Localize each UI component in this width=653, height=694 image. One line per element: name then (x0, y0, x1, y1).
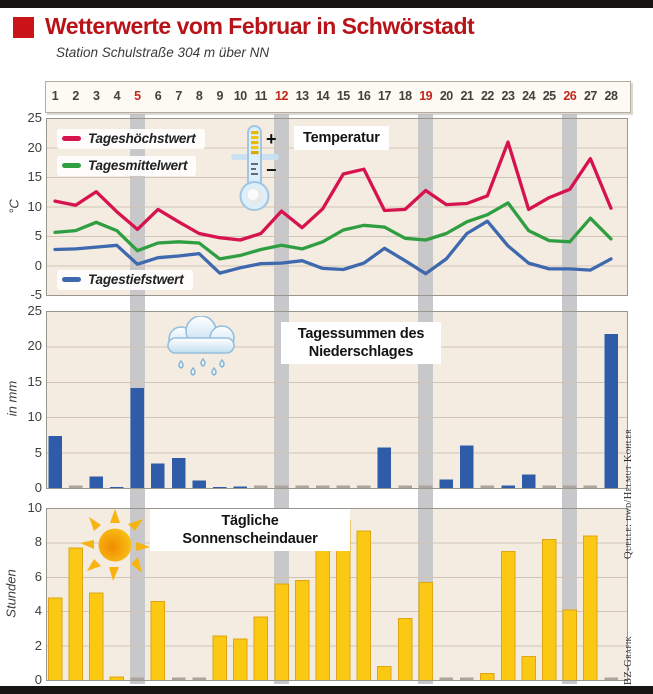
sun-icon (80, 509, 150, 581)
zero-dash-day-20 (440, 678, 454, 680)
zero-dash-day-26 (563, 486, 577, 488)
day-number: 12 (275, 89, 288, 103)
bar-day-16 (357, 531, 371, 681)
legend-swatch-max (62, 136, 81, 141)
y-tick-label: 25 (27, 110, 42, 125)
precipitation-title (281, 322, 441, 364)
day-number: 25 (542, 89, 556, 103)
day-number: 4 (113, 89, 121, 103)
bar-day-6 (151, 464, 165, 489)
day-number: 28 (604, 89, 618, 103)
day-number: 20 (439, 89, 453, 103)
bottom-border-bar (0, 686, 653, 694)
bar-day-23 (501, 552, 515, 681)
bar-day-7 (172, 458, 186, 488)
temperature-title: Temperatur (294, 126, 389, 150)
day-number: 17 (378, 89, 391, 103)
zero-dash-day-16 (357, 486, 371, 488)
day-number: 22 (480, 89, 494, 103)
bar-day-26 (563, 610, 577, 681)
thermometer-icon (229, 123, 285, 218)
zero-dash-day-18 (398, 486, 412, 488)
y-tick-label: 10 (27, 500, 42, 515)
bar-day-3 (89, 477, 103, 489)
bar-day-25 (543, 540, 557, 681)
day-number: 27 (583, 89, 597, 103)
y-tick-label: 8 (34, 534, 42, 550)
zero-dash-day-2 (69, 486, 83, 488)
zero-dash-day-22 (481, 486, 495, 488)
bar-day-13 (295, 581, 309, 681)
y-tick-label: 4 (34, 603, 42, 619)
zero-dash-day-14 (316, 486, 330, 488)
bar-day-17 (378, 667, 392, 681)
bar-day-1 (48, 436, 62, 488)
day-number: 13 (295, 89, 309, 103)
zero-dash-day-8 (192, 678, 206, 680)
temperature-axis-unit: °C (6, 199, 22, 214)
day-number: 18 (398, 89, 412, 103)
day-number: 26 (563, 89, 577, 103)
zero-dash-day-13 (295, 486, 309, 488)
legend-item-min (57, 270, 193, 290)
sunshine-title-line1: Tägliche (221, 513, 279, 529)
day-number: 21 (460, 89, 474, 103)
bar-day-1 (48, 598, 62, 681)
zero-dash-day-27 (584, 486, 598, 488)
y-tick-label: 0 (34, 257, 42, 273)
sunshine-title (150, 509, 350, 551)
day-number: 6 (154, 89, 162, 103)
day-number: 2 (72, 89, 79, 103)
sunshine-title-line2: Sonnenscheindauer (182, 531, 318, 548)
y-tick-label: 10 (27, 198, 42, 214)
bar-day-20 (440, 479, 454, 488)
day-number: 5 (134, 89, 141, 103)
station-subtitle: Station Schulstraße 304 m über NN (56, 45, 270, 60)
bar-day-28 (604, 334, 618, 488)
day-number: 3 (92, 89, 100, 103)
line-tagesmittelwert (55, 203, 611, 259)
day-number: 8 (195, 89, 203, 103)
bar-day-12 (275, 584, 289, 680)
day-number: 23 (501, 89, 515, 103)
credit-source: Quelle: dwd/Helmut Kohler (623, 428, 634, 559)
legend-item-mean (57, 156, 196, 176)
day-number: 9 (216, 89, 223, 103)
y-tick-label: 5 (34, 228, 42, 243)
cloud-rain-icon (156, 316, 256, 386)
legend-label-mean: Tagesmittelwert (88, 158, 188, 173)
credit-bz-grafik: BZ-Grafik (623, 635, 634, 685)
zero-dash-day-11 (254, 486, 268, 488)
precipitation-axis-unit: in mm (4, 380, 20, 417)
bar-day-24 (522, 656, 536, 680)
zero-dash-day-19 (419, 486, 433, 488)
y-tick-label: 25 (27, 303, 42, 318)
day-number: 24 (522, 89, 536, 103)
y-tick-label: 6 (34, 568, 42, 584)
day-number: 19 (419, 89, 433, 103)
legend-swatch-min (62, 277, 81, 282)
bar-day-10 (234, 639, 248, 680)
bar-day-17 (378, 447, 392, 488)
svg-text:+: + (266, 129, 277, 149)
zero-dash-day-15 (337, 486, 351, 488)
bar-day-3 (89, 593, 103, 681)
bar-day-18 (398, 619, 412, 681)
legend-item-max (57, 129, 205, 149)
bar-day-9 (213, 636, 227, 681)
bar-day-6 (151, 601, 165, 680)
y-tick-label: -5 (30, 287, 42, 302)
y-tick-label: 15 (27, 169, 42, 184)
top-border-bar (0, 0, 653, 8)
day-number: 15 (336, 89, 350, 103)
legend-swatch-mean (62, 163, 81, 168)
precipitation-title-line2: Niederschlages (308, 344, 414, 361)
y-tick-label: 20 (27, 139, 42, 155)
legend-label-max: Tageshöchstwert (88, 131, 196, 146)
legend-label-min: Tagestiefstwert (88, 272, 184, 287)
sunshine-axis-unit: Stunden (3, 569, 19, 618)
bar-day-27 (584, 536, 598, 681)
day-number: 1 (51, 89, 59, 103)
day-number: 10 (233, 89, 247, 103)
zero-dash-day-7 (172, 678, 186, 680)
precipitation-title-line1: Tagessummen des (297, 326, 425, 342)
bar-day-21 (460, 445, 474, 488)
bar-day-11 (254, 617, 268, 681)
day-number: 14 (316, 89, 330, 103)
bar-day-4 (110, 677, 124, 680)
y-tick-label: 2 (34, 637, 42, 653)
y-tick-label: 20 (27, 338, 42, 354)
bar-day-19 (419, 583, 433, 681)
svg-text:−: − (266, 160, 277, 180)
zero-dash-day-5 (131, 678, 145, 680)
zero-dash-day-21 (460, 678, 474, 680)
y-tick-label: 5 (34, 444, 42, 460)
title-bullet-square (13, 17, 34, 38)
bar-day-24 (522, 474, 536, 488)
zero-dash-day-25 (543, 486, 557, 488)
bar-day-5 (131, 388, 145, 489)
y-tick-label: 10 (27, 409, 42, 425)
zero-dash-day-12 (275, 486, 289, 488)
y-tick-label: 15 (27, 373, 42, 389)
day-number: 7 (175, 89, 182, 103)
y-tick-label: 0 (34, 480, 42, 495)
page-title: Wetterwerte vom Februar in Schwörstadt (45, 13, 475, 39)
y-tick-label: 0 (34, 672, 42, 687)
bar-day-8 (192, 481, 206, 489)
zero-dash-day-28 (604, 678, 618, 680)
day-number: 16 (357, 89, 371, 103)
day-number: 11 (254, 89, 267, 103)
bar-day-22 (481, 674, 495, 681)
